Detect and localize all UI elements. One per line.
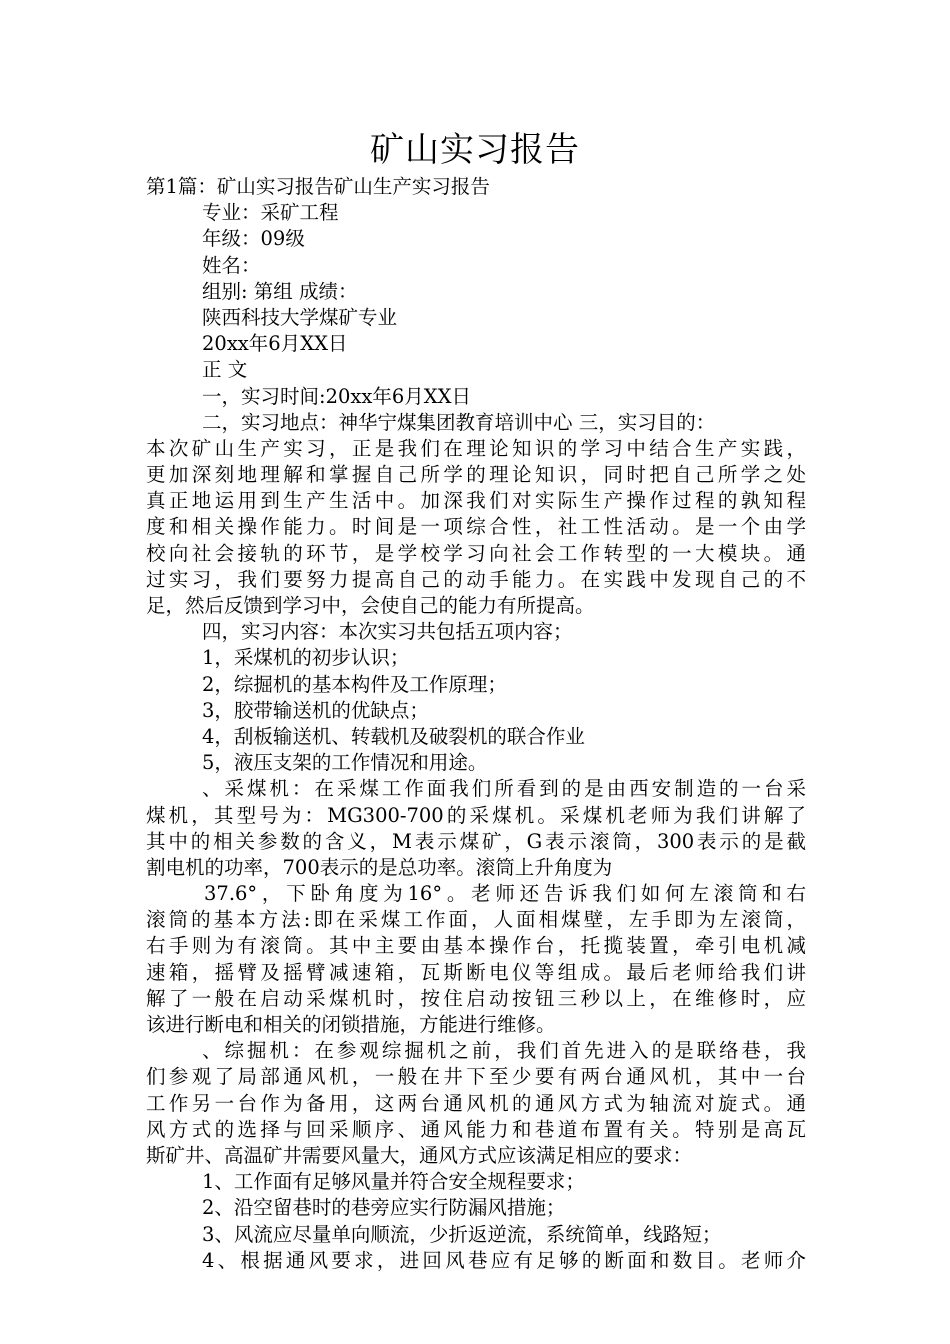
text-line: 4、根据通风要求，进回风巷应有足够的断面和数目。老师介 bbox=[202, 1248, 806, 1272]
text-line: 正 文 bbox=[202, 358, 248, 382]
text-line: 二，实习地点：神华宁煤集团教育培训中心 三，实习目的： bbox=[202, 410, 716, 434]
text-line: 真正地运用到生产生活中。加深我们对实际生产操作过程的孰知程 bbox=[146, 489, 806, 513]
document-body bbox=[146, 174, 806, 1274]
text-line: 1，采煤机的初步认识； bbox=[202, 646, 410, 670]
text-line: 3、风流应尽量单向顺流，少折返逆流，系统简单，线路短； bbox=[202, 1222, 722, 1246]
text-line: 工作另一台作为备用，这两台通风机的通风方式为轴流对旋式。通 bbox=[146, 1091, 806, 1115]
text-line: 5，液压支架的工作情况和用途。 bbox=[202, 751, 488, 775]
text-line: 陕西科技大学煤矿专业 bbox=[202, 305, 398, 329]
text-line: 足，然后反馈到学习中，会使自己的能力有所提高。 bbox=[146, 594, 595, 617]
text-line: 、综掘机：在参观综掘机之前，我们首先进入的是联络巷，我 bbox=[202, 1039, 806, 1063]
text-line: 割电机的功率，700表示的是总功率。滚筒上升角度为 bbox=[146, 855, 613, 879]
text-line: 该进行断电和相关的闭锁措施，方能进行维修。 bbox=[146, 1013, 556, 1036]
document-title: 矿山实习报告 bbox=[370, 130, 580, 170]
text-line: 一，实习时间:20xx年6月XX日 bbox=[202, 384, 472, 408]
text-line: 风方式的选择与回采顺序、通风能力和巷道布置有关。特别是高瓦 bbox=[146, 1117, 806, 1141]
text-line: 斯矿井、高温矿井需要风量大，通风方式应该满足相应的要求： bbox=[146, 1143, 693, 1167]
text-line: 更加深刻地理解和掌握自己所学的理论知识，同时把自己所学之处 bbox=[146, 463, 806, 487]
text-line: 第1篇：矿山实习报告矿山生产实习报告 bbox=[146, 175, 490, 198]
text-line: 4，刮板输送机、转载机及破裂机的联合作业 bbox=[202, 724, 585, 748]
text-line: 、采煤机：在采煤工作面我们所看到的是由西安制造的一台采 bbox=[202, 777, 806, 801]
text-line: 1、工作面有足够风量并符合安全规程要求； bbox=[202, 1170, 585, 1194]
text-line: 滚筒的基本方法:即在采煤工作面，人面相煤壁，左手即为左滚筒， bbox=[146, 908, 806, 932]
text-line: 37.6°，下卧角度为16°。老师还告诉我们如何左滚筒和右 bbox=[204, 882, 806, 906]
text-line: 20xx年6月XX日 bbox=[202, 332, 348, 356]
text-line: 煤机，其型号为：MG300-700的采煤机。采煤机老师为我们讲解了 bbox=[146, 803, 806, 827]
text-line: 右手则为有滚筒。其中主要由基本操作台，托揽装置，牵引电机减 bbox=[146, 934, 806, 958]
text-line: 本次矿山生产实习，正是我们在理论知识的学习中结合生产实践， bbox=[146, 436, 806, 460]
text-line: 过实习，我们要努力提高自己的动手能力。在实践中发现自己的不 bbox=[146, 567, 806, 591]
text-line: 2，综掘机的基本构件及工作原理； bbox=[202, 672, 507, 696]
text-line: 姓名： bbox=[202, 253, 261, 277]
text-line: 解了一般在启动采煤机时，按住启动按钮三秒以上，在维修时，应 bbox=[146, 986, 806, 1010]
text-line: 速箱，摇臂及摇臂减速箱，瓦斯断电仪等组成。最后老师给我们讲 bbox=[146, 960, 806, 984]
text-line: 四，实习内容：本次实习共包括五项内容； bbox=[202, 620, 573, 644]
text-line: 其中的相关参数的含义，M表示煤矿，G表示滚筒，300表示的是截 bbox=[146, 829, 806, 853]
text-line: 们参观了局部通风机，一般在井下至少要有两台通风机，其中一台 bbox=[146, 1065, 806, 1089]
text-line: 度和相关操作能力。时间是一项综合性，社工性活动。是一个由学 bbox=[146, 515, 806, 539]
text-line: 3，胶带输送机的优缺点； bbox=[202, 698, 429, 722]
text-line: 组别: 第组 成绩： bbox=[202, 279, 358, 303]
text-line: 专业：采矿工程 bbox=[202, 201, 339, 225]
text-line: 校向社会接轨的环节，是学校学习向社会工作转型的一大模块。通 bbox=[146, 541, 806, 565]
text-line: 2、沿空留巷时的巷旁应实行防漏风措施； bbox=[202, 1196, 566, 1220]
text-line: 年级：09级 bbox=[202, 227, 305, 251]
